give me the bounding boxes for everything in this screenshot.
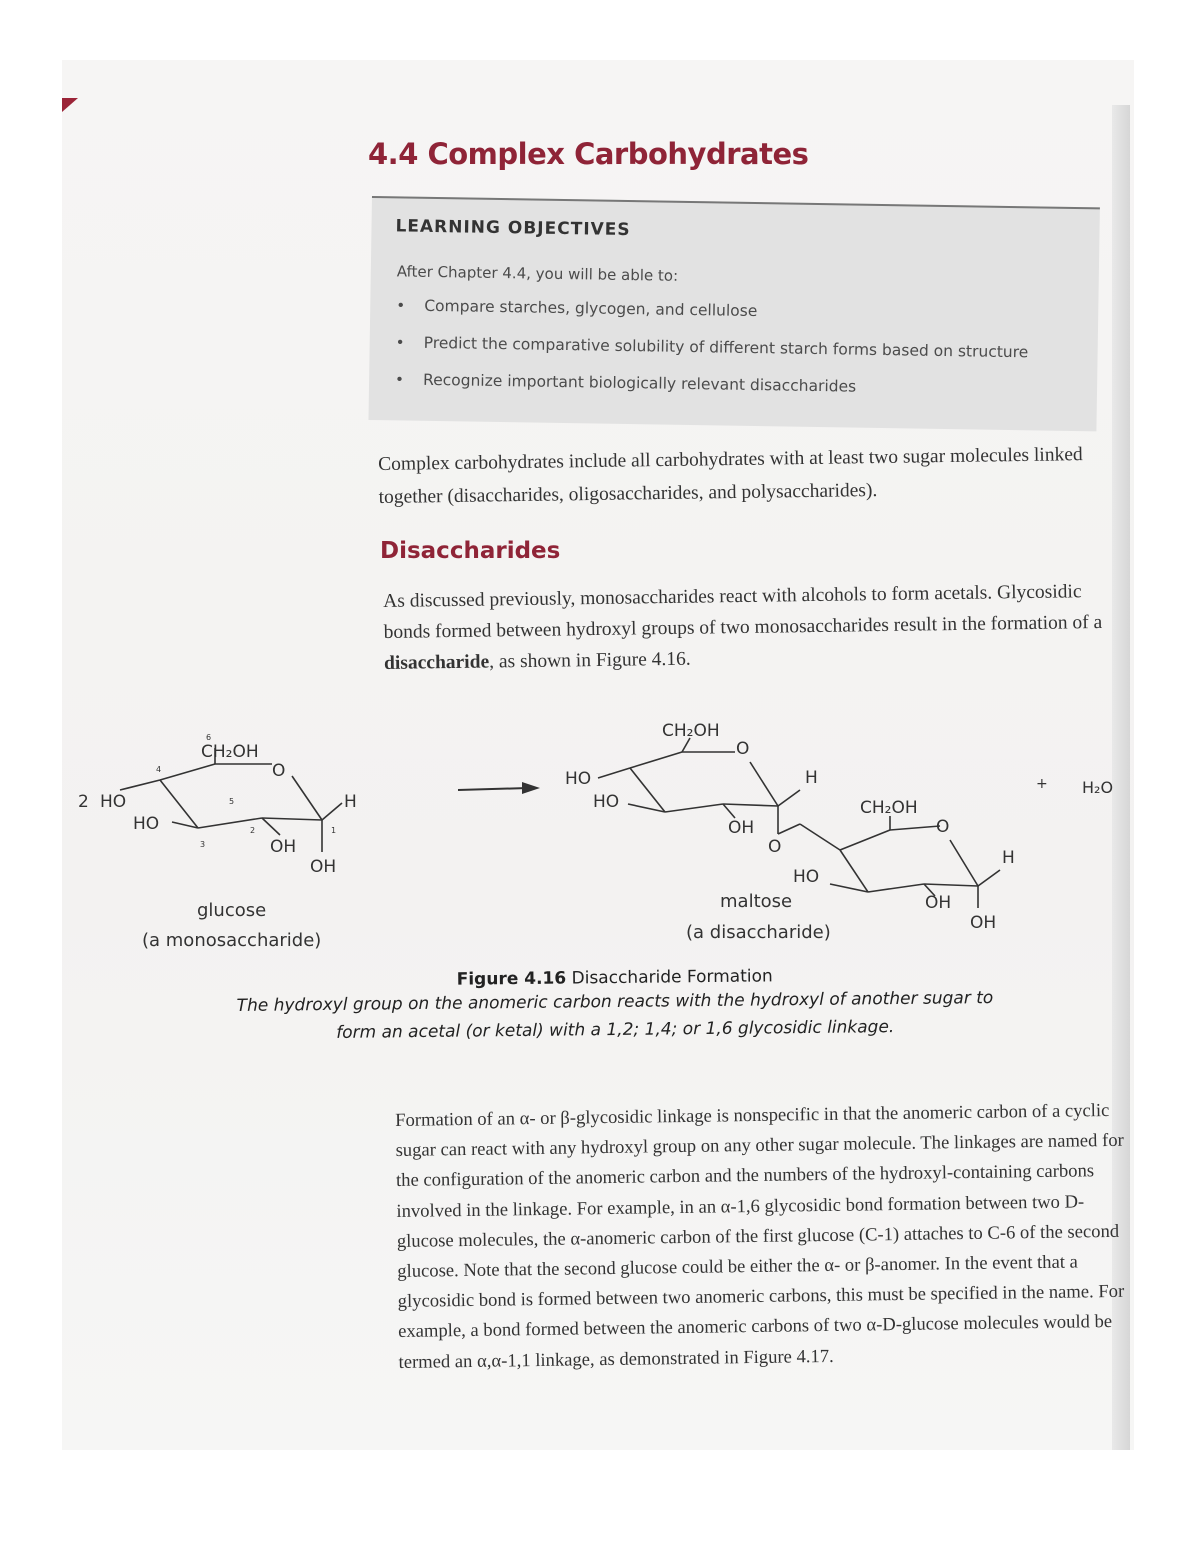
maltose-bridge-oxygen: O — [768, 837, 782, 857]
disaccharides-paragraph: As discussed previously, monosaccharides react with alcohols to form acetals. Glycosidic bonds formed between hydroxyl groups of two monosaccharides result in the formation of a disaccharide, as shown in Figure 4.16. — [383, 581, 1103, 674]
maltose-name: maltose — [720, 891, 793, 912]
objective-item: • Compare starches, glycogen, and cellulose — [396, 296, 758, 321]
figure-4-16-diagram — [0, 700, 1200, 960]
objective-item: • Recognize important biologically relevant disaccharides — [394, 370, 857, 396]
objectives-heading: LEARNING OBJECTIVES — [395, 216, 631, 241]
maltose-ring-oxygen-2: O — [936, 817, 950, 837]
section-title: 4.4 Complex Carbohydrates — [368, 137, 809, 171]
maltose-ch2oh-2: CH₂OH — [860, 798, 918, 818]
maltose-h-2: H — [1002, 848, 1015, 868]
key-term: disaccharide — [383, 651, 490, 674]
glucose-h: H — [344, 792, 357, 812]
objective-item: • Predict the comparative solubility of different starch forms based on structure — [395, 333, 1029, 362]
corner-tab-marker — [62, 98, 78, 112]
maltose-oh-3: OH — [970, 913, 997, 933]
glucose-oh-bottom: OH — [310, 857, 337, 877]
figure-caption — [230, 964, 1001, 1048]
figure-label: Figure 4.16 — [456, 968, 567, 990]
glucose-ho-left: HO — [133, 814, 160, 834]
disaccharides-heading: Disaccharides — [380, 538, 561, 564]
objectives-intro: After Chapter 4.4, you will be able to: — [396, 262, 679, 285]
reaction-arrow-shaft — [458, 788, 528, 790]
carbon-number: 1 — [331, 826, 337, 835]
figure-description: The hydroxyl group on the anomeric carbon reacts with the hydroxyl of another sugar to form an acetal (or ketal) with a 1,2; 1,4; or 1,6 glycosidic linkage. — [236, 988, 994, 1043]
glucose-name: glucose — [197, 900, 267, 921]
glucose-ch2oh: CH₂OH — [201, 742, 259, 762]
water-formula: H₂O — [1082, 778, 1114, 797]
intro-paragraph: Complex carbohydrates include all carbohydrates with at least two sugar molecules linked together (disaccharides, oligosaccharides, and polysaccharides). — [378, 444, 1083, 508]
maltose-h-1: H — [805, 768, 818, 788]
maltose-class: (a disaccharide) — [686, 922, 831, 943]
maltose-ch2oh-1: CH₂OH — [662, 721, 720, 741]
learning-objectives-box — [368, 196, 1099, 431]
carbon-number: 4 — [156, 765, 162, 774]
maltose-oh-1: OH — [728, 818, 755, 838]
bullet-icon: • — [394, 370, 405, 389]
glucose-ho-top: HO — [100, 792, 127, 812]
plus-sign: + — [1036, 776, 1048, 792]
coefficient-label: 2 — [78, 792, 89, 812]
bullet-icon: • — [395, 333, 405, 352]
maltose-ho-2: HO — [793, 867, 820, 887]
maltose-ho-top: HO — [565, 769, 592, 789]
maltose-oh-2: OH — [925, 893, 952, 913]
glucose-ring-oxygen: O — [272, 761, 286, 781]
glycosidic-linkage-paragraph: Formation of an α- or β-glycosidic linkage is nonspecific in that the anomeric carbon of a cyclic sugar can react with any hydroxyl group on any other sugar molecule. The linkages are named for the configuration of the anomeric carbon and the numbers of the hydroxyl-containing carbons involved in the linkage. For example, in an α-1,6 glycosidic bond formation between two D-glucose molecules, the α-anomeric carbon of the first glucose (C-1) attaches to C-6 of the second glucose. Note that the second glucose could be either the α- or β-anomer. In the event that a glycosidic bond is formed between two anomeric carbons, this must be specified in the name. For example, a bond formed between the anomeric carbons of two α-D-glucose molecules would be termed an α,α-1,1 linkage, as demonstrated in Figure 4.17. — [395, 1100, 1125, 1373]
maltose-ho-left: HO — [593, 792, 620, 812]
maltose-ring-oxygen-1: O — [736, 739, 750, 759]
carbon-number: 2 — [250, 826, 256, 835]
figure-title: Disaccharide Formation — [571, 966, 773, 989]
carbon-number: 6 — [206, 733, 212, 742]
carbon-number: 3 — [200, 840, 206, 849]
bullet-icon: • — [396, 296, 406, 315]
reaction-arrow-icon — [522, 782, 540, 794]
objectives-list — [395, 296, 1029, 417]
glucose-oh-mid: OH — [270, 837, 297, 857]
glucose-class: (a monosaccharide) — [142, 930, 322, 951]
carbon-number: 5 — [229, 797, 235, 806]
